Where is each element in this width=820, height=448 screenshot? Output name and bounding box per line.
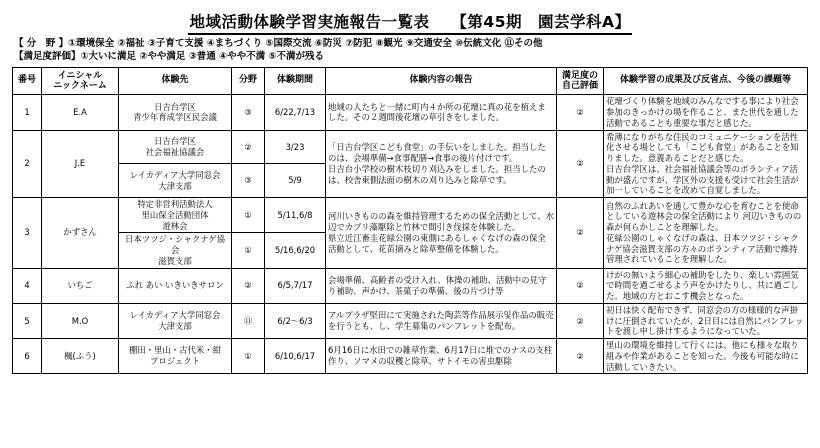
cell-report: 会場準備、高齢者の受け入れ、体操の補助、活動中の見守り補助、声かけ、茶菓子の準備、後の片づけ等	[326, 268, 557, 303]
table-header	[13, 67, 808, 95]
cell-self-eval: ②	[557, 130, 604, 198]
header-no: 番号	[13, 67, 42, 95]
cell-self-eval: ②	[557, 303, 604, 338]
cell-result: 里山の環境を維持して行くには、他にも様々な取り組みや作業があることを知った。今後も可能な時に活動していきたい。	[604, 339, 808, 374]
cell-period: 3/23	[265, 130, 326, 164]
cell-no: 3	[13, 198, 42, 269]
cell-no: 6	[13, 339, 42, 374]
header-field: 分野	[232, 67, 265, 95]
cell-self-eval: ②	[557, 339, 604, 374]
cell-field: ⑪	[232, 303, 265, 338]
cell-field: ②	[232, 268, 265, 303]
table-row	[13, 95, 808, 130]
cell-place: 特定非営利活動法人 里山保全活動団体 遊林会	[119, 198, 232, 233]
cell-period: 6/5,7/17	[265, 268, 326, 303]
cell-report: アルプラザ堅田にて実施された陶芸等作品展示및作品の販売を行うとも、し、学生募集のパンフレットを配布。	[326, 303, 557, 338]
cell-period: 5/9	[265, 164, 326, 198]
cell-nickname: 楓(ふう)	[42, 339, 119, 374]
cell-period: 6/10,6/17	[265, 339, 326, 374]
cell-result: 花壇づくり体験を地域のみんなでする事により社会参加のきっかけの場を作ること、また世代を通した活動であることも重要な事だと感じた。	[604, 95, 808, 130]
cell-self-eval: ②	[557, 268, 604, 303]
cell-place: レイカディア大学同窓会 大津支部	[119, 164, 232, 198]
header-period: 体験期間	[265, 67, 326, 95]
cell-nickname: いちご	[42, 268, 119, 303]
cell-field: ①	[232, 198, 265, 233]
cell-report: 「日吉台学区こども食堂」の手伝いをしました。担当したのは、会場準備→食事配膳→食事の後片付けです。 日吉台小学校の樹木枝切り刈込みをしました。担当したのは、校舎東側法面の樹木の刈り込みと除草です。	[326, 130, 557, 198]
cell-no: 4	[13, 268, 42, 303]
cell-nickname: J.E	[42, 130, 119, 198]
cell-nickname: かずさん	[42, 198, 119, 269]
cell-period: 6/2～6/3	[265, 303, 326, 338]
cell-place: 日吉台学区 社会福祉協議会	[119, 130, 232, 164]
cell-nickname: M.O	[42, 303, 119, 338]
cell-self-eval: ②	[557, 95, 604, 130]
report-table	[12, 67, 808, 375]
table-row	[13, 130, 808, 164]
cell-report: 6月16日に水田での雑草作業、6月17日に堆でのナスの支柱作り、ソマメの収穫と除草、サトイモの害虫駆除	[326, 339, 557, 374]
cell-place: 日本ツツジ・シャクナゲ協 会 滋賀支部	[119, 233, 232, 268]
cell-self-eval: ②	[557, 198, 604, 269]
table-row	[13, 303, 808, 338]
cell-result: 初日は快く配布できず、同窓会の方の様様的な声掛けに圧倒されていたが、2日目には自然にパンフレットを渡し申し掛けするようになっていた。	[604, 303, 808, 338]
cell-field: ①	[232, 233, 265, 268]
cell-report: 河川いきものの森を維持管理するための保全活動として、水辺でカブリ藻駆除と竹林で間引き伐採を体験した。 県立近江畜圭花緑公園の東側にあるしゃくなげの森の保全活動として、花苗摘みと除草整備を体験した。	[326, 198, 557, 269]
table-row	[13, 198, 808, 233]
cell-field: ①	[232, 339, 265, 374]
header-self-eval: 満足度の 自己評価	[557, 67, 604, 95]
cell-place: ふれ あい いきいきサロン	[119, 268, 232, 303]
cell-field: ②	[232, 130, 265, 164]
cell-place: 日吉台学区 青少年育成学区民会議	[119, 95, 232, 130]
legend-satisfaction: 【満足度評価】①大いに満足 ②やや満足 ③普通 ④やや不満 ⑤不満が残る	[14, 50, 324, 62]
cell-place: 棚田・里山・古代米・紺 プロジェクト	[119, 339, 232, 374]
cell-period: 5/16,6/20	[265, 233, 326, 268]
cell-field: ③	[232, 164, 265, 198]
cell-no: 2	[13, 130, 42, 198]
cell-place: レイカディア大学同窓会 大津支部	[119, 303, 232, 338]
header-place: 体験先	[119, 67, 232, 95]
cell-period: 6/22,7/13	[265, 95, 326, 130]
header-nickname: イニシャル ニックネーム	[42, 67, 119, 95]
cell-result: けがの無いよう細心の補助をしたり、楽しい雰囲気で時間を過ごせるよう声をかけたりし、共に過ごした。地域の方とおこす機会となった。	[604, 268, 808, 303]
cell-report: 地域の人たちと一緒に町内４か所の花壇に真の花を植えました。その２週間後花壇の草引きをしました。	[326, 95, 557, 130]
cell-no: 1	[13, 95, 42, 130]
header-result: 体験学習の成果及び反省点、今後の課題等	[604, 67, 808, 95]
page-title: 地域活動体験学習実施報告一覧表 【第45期 園芸学科A】	[188, 10, 633, 35]
legend-fields: 【 分 野 】①環境保全 ②福祉 ③子育て支援 ④まちづくり ⑤国際交流 ⑥防災 ⑦防犯 ⑧観光 ⑨交通安全 ⑩伝統文化 ⑪その他	[14, 38, 543, 49]
cell-field: ③	[232, 95, 265, 130]
table-body	[13, 95, 808, 374]
cell-result: 自然のふれあいを通して豊かな心を育むことを使命としている遊林会の保全活動により 河辺いきものの森が何らかしことを理解した。 花緑公園のしゃくなげの森は、日本ツツジ・シャクナゲ協会滋賀支部の方々のボランティア活動で維持管理されていることを理解した。	[604, 198, 808, 269]
table-row	[13, 268, 808, 303]
cell-no: 5	[13, 303, 42, 338]
title-block	[12, 10, 808, 35]
cell-period: 5/11,6/8	[265, 198, 326, 233]
header-report: 体験内容の報告	[326, 67, 557, 95]
legend-block	[14, 38, 808, 64]
header-row	[13, 67, 808, 95]
cell-nickname: E.A	[42, 95, 119, 130]
cell-result: 希薄になりがちな住民のコミュニケーションを活性化させる場としても「こども食堂」があることを知りました。意義あることだと感じた。 日吉台学区は、社会福祉協議会等のボランティア活動が盛んですが、学区外の支援も受けて社会生活が加一していることを改めて自覚しました。	[604, 130, 808, 198]
table-row	[13, 339, 808, 374]
